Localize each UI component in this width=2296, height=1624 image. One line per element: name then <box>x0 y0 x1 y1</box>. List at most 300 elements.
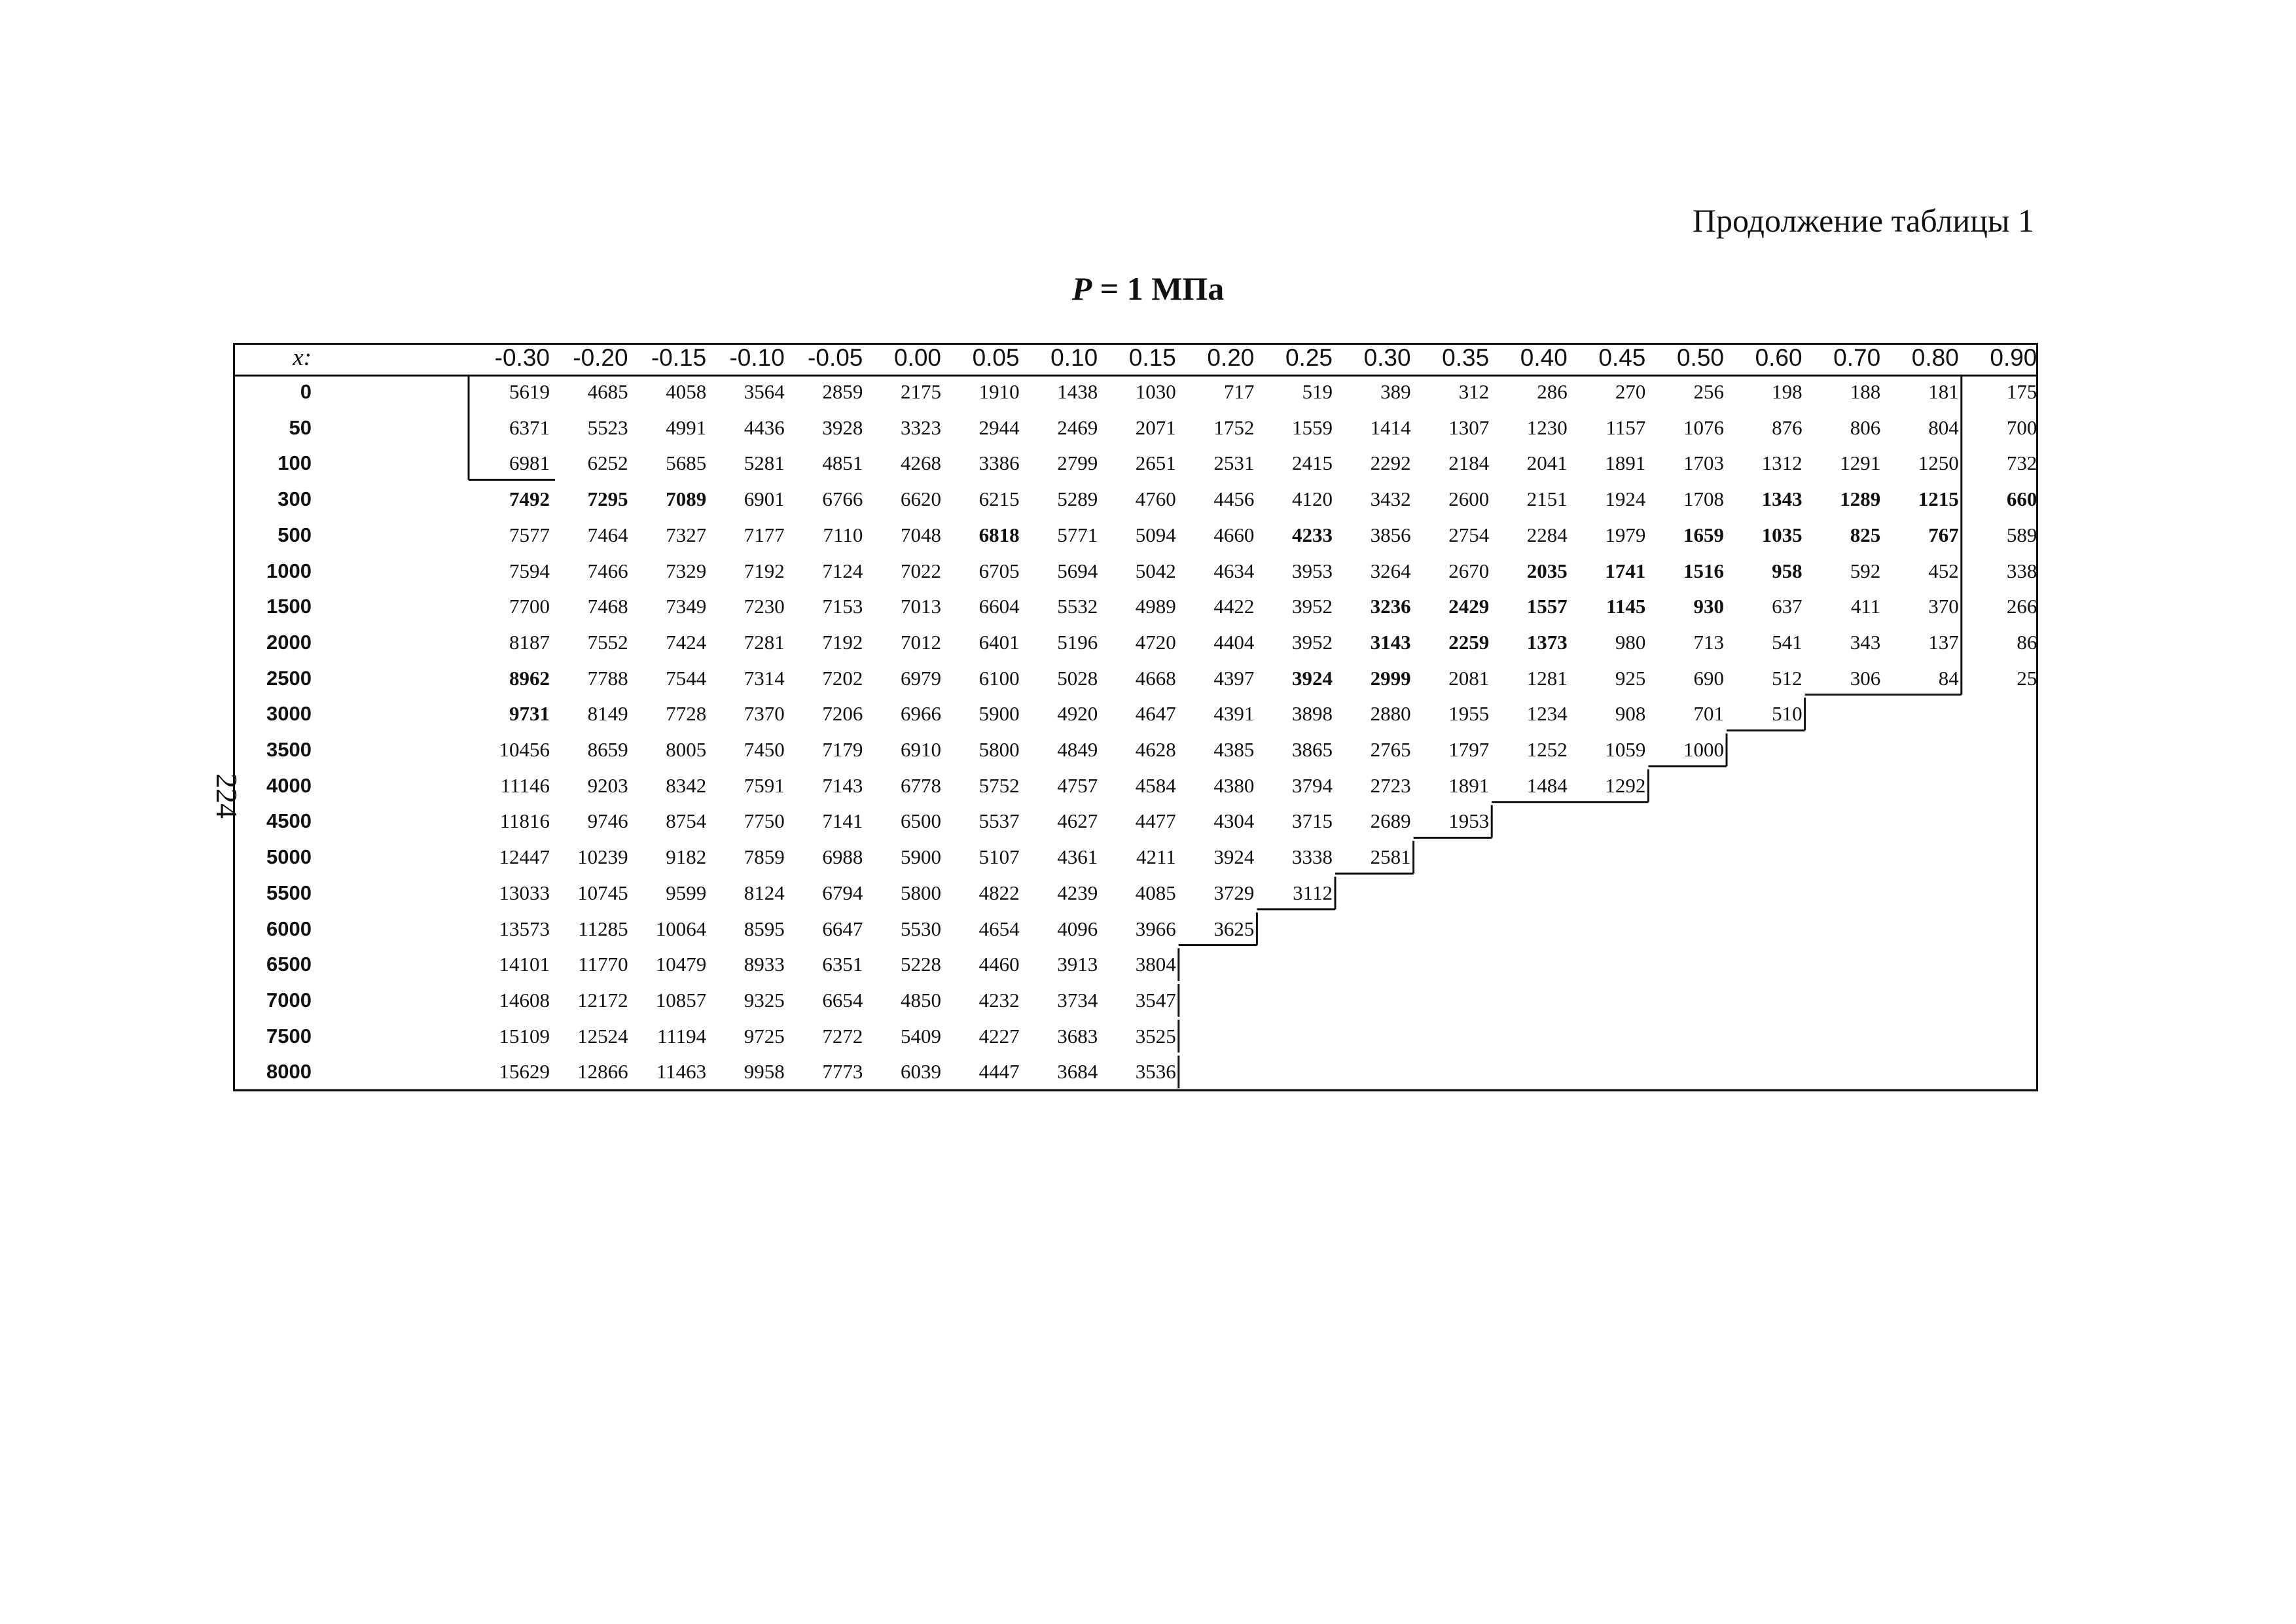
table-cell: 10857 <box>655 988 707 1012</box>
table-cell: 713 <box>1693 630 1724 654</box>
table-cell: 11194 <box>656 1024 707 1048</box>
table-cell: 9731 <box>509 702 550 726</box>
table-cell: 700 <box>2006 415 2037 439</box>
table-cell: 5694 <box>1057 559 1098 582</box>
table-cell: 5094 <box>1135 523 1176 546</box>
column-header: 0.20 <box>1207 344 1255 371</box>
table-cell: 4239 <box>1057 881 1098 904</box>
table-cell: 958 <box>1772 559 1803 582</box>
table-cell: 3547 <box>1135 988 1176 1012</box>
table-cell: 370 <box>1928 595 1959 618</box>
table-cell: 2292 <box>1370 451 1411 475</box>
table-cell: 1312 <box>1761 451 1803 475</box>
table-cell: 6818 <box>978 523 1020 546</box>
table-cell: 8933 <box>744 953 785 976</box>
table-cell: 1797 <box>1448 738 1490 761</box>
table-cell: 7192 <box>744 559 785 582</box>
table-cell: 7295 <box>587 487 628 511</box>
table-cell: 4660 <box>1213 523 1255 546</box>
table-cell: 2259 <box>1448 630 1490 654</box>
table-cell: 6654 <box>822 988 863 1012</box>
table-cell: 5289 <box>1057 487 1098 511</box>
row-label: 4000 <box>266 773 312 797</box>
table-cell: 4477 <box>1135 809 1176 833</box>
column-header: -0.05 <box>808 344 863 371</box>
table-cell: 876 <box>1772 415 1803 439</box>
table-cell: 6966 <box>901 702 941 726</box>
table-cell: 1373 <box>1526 630 1568 654</box>
table-cell: 3236 <box>1370 595 1411 618</box>
table-cell: 2071 <box>1135 415 1176 439</box>
table-cell: 198 <box>1772 380 1803 403</box>
continuation-label: Продолжение таблицы 1 <box>1692 202 2034 239</box>
table-cell: 10239 <box>577 845 628 869</box>
table-cell: 7206 <box>822 702 863 726</box>
table-cell: 5771 <box>1057 523 1098 546</box>
pressure-value: = 1 МПа <box>1092 270 1225 307</box>
table-cell: 12866 <box>577 1060 628 1084</box>
table-cell: 8342 <box>666 773 707 797</box>
table-cell: 4991 <box>666 415 707 439</box>
table-cell: 2081 <box>1448 666 1490 690</box>
table-cell: 181 <box>1928 380 1959 403</box>
row-label: 0 <box>300 380 312 403</box>
table-cell: 2670 <box>1448 559 1490 582</box>
table-cell: 3928 <box>822 415 863 439</box>
table-cell: 8595 <box>744 917 785 940</box>
table-cell: 3952 <box>1292 630 1333 654</box>
table-cell: 1659 <box>1683 523 1724 546</box>
table-cell: 3432 <box>1370 487 1411 511</box>
table-cell: 925 <box>1615 666 1646 690</box>
table-cell: 3856 <box>1370 523 1411 546</box>
table-cell: 7089 <box>666 487 707 511</box>
table-cell: 7577 <box>509 523 550 546</box>
table-cell: 6604 <box>978 595 1020 618</box>
table-cell: 4361 <box>1057 845 1098 869</box>
table-cell: 3683 <box>1057 1024 1098 1048</box>
table-cell: 4391 <box>1213 702 1255 726</box>
table-cell: 7728 <box>666 702 707 726</box>
table-cell: 1000 <box>1683 738 1724 761</box>
table-cell: 804 <box>1928 415 1959 439</box>
table-cell: 1741 <box>1605 559 1646 582</box>
column-header: 0.80 <box>1911 344 1959 371</box>
table-cell: 510 <box>1772 702 1803 726</box>
table-cell: 86 <box>2017 630 2037 654</box>
row-label: 1500 <box>266 595 312 618</box>
table-cell: 2035 <box>1526 559 1568 582</box>
table-cell: 1953 <box>1448 809 1490 833</box>
table-cell: 137 <box>1928 630 1959 654</box>
table-cell: 5537 <box>978 809 1020 833</box>
table-cell: 3913 <box>1057 953 1098 976</box>
table-cell: 4085 <box>1135 881 1176 904</box>
page-number: 224 <box>210 773 243 819</box>
table-cell: 8005 <box>666 738 707 761</box>
table-cell: 7230 <box>744 595 785 618</box>
table-cell: 2689 <box>1370 809 1411 833</box>
table-cell: 1557 <box>1526 595 1568 618</box>
table-cell: 2880 <box>1370 702 1411 726</box>
table-cell: 6039 <box>901 1060 941 1084</box>
table-cell: 1891 <box>1605 451 1646 475</box>
table-cell: 6981 <box>509 451 550 475</box>
table-cell: 7468 <box>587 595 628 618</box>
table-cell: 4720 <box>1135 630 1176 654</box>
column-header: 0.00 <box>893 344 941 371</box>
table-cell: 4920 <box>1057 702 1098 726</box>
table-cell: 1979 <box>1605 523 1646 546</box>
row-label: 50 <box>289 415 312 439</box>
table-cell: 4227 <box>978 1024 1020 1048</box>
row-label: 8000 <box>266 1060 312 1084</box>
table-cell: 7110 <box>823 523 863 546</box>
table-cell: 11285 <box>578 917 628 940</box>
table-cell: 7450 <box>744 738 785 761</box>
table-cell: 3804 <box>1135 953 1176 976</box>
table-cell: 7788 <box>587 666 628 690</box>
table-cell: 7013 <box>901 595 941 618</box>
table-cell: 7773 <box>822 1060 863 1084</box>
table-cell: 8124 <box>744 881 785 904</box>
row-label: 6000 <box>266 917 312 940</box>
column-header: 0.15 <box>1128 344 1176 371</box>
table-cell: 389 <box>1380 380 1411 403</box>
table-cell: 7329 <box>666 559 707 582</box>
table-cell: 4989 <box>1135 595 1176 618</box>
table-cell: 11770 <box>578 953 628 976</box>
table-cell: 1292 <box>1605 773 1646 797</box>
table-cell: 3729 <box>1213 881 1255 904</box>
table-cell: 5800 <box>901 881 941 904</box>
table-cell: 1559 <box>1292 415 1333 439</box>
table-cell: 732 <box>2006 451 2037 475</box>
table-cell: 6778 <box>901 773 941 797</box>
table-cell: 2651 <box>1135 451 1176 475</box>
table-cell: 4849 <box>1057 738 1098 761</box>
table-cell: 3386 <box>978 451 1020 475</box>
table-cell: 12447 <box>499 845 550 869</box>
row-label: 500 <box>278 523 312 546</box>
table-cell: 6910 <box>901 738 941 761</box>
table-cell: 4822 <box>978 881 1020 904</box>
table-cell: 6794 <box>822 881 863 904</box>
table-cell: 3525 <box>1135 1024 1176 1048</box>
table-cell: 4460 <box>978 953 1020 976</box>
column-header: 0.25 <box>1285 344 1333 371</box>
table-cell: 9746 <box>587 809 628 833</box>
table-cell: 4447 <box>978 1060 1020 1084</box>
table-cell: 411 <box>1850 595 1881 618</box>
table-cell: 5281 <box>744 451 785 475</box>
column-header: 0.35 <box>1442 344 1490 371</box>
table-cell: 10456 <box>499 738 550 761</box>
table-cell: 2799 <box>1057 451 1098 475</box>
pressure-variable: P <box>1071 270 1092 307</box>
table-cell: 5800 <box>978 738 1020 761</box>
table-cell: 338 <box>2006 559 2037 582</box>
table-cell: 15629 <box>499 1060 550 1084</box>
table-cell: 2944 <box>978 415 1020 439</box>
row-label: 2500 <box>266 666 312 690</box>
table-cell: 3338 <box>1292 845 1333 869</box>
table-cell: 5685 <box>666 451 707 475</box>
table-cell: 1708 <box>1683 487 1724 511</box>
table-cell: 5228 <box>901 953 941 976</box>
table-cell: 3684 <box>1057 1060 1098 1084</box>
row-label: 2000 <box>266 630 312 654</box>
column-header: -0.10 <box>729 344 785 371</box>
table-cell: 1230 <box>1526 415 1568 439</box>
table-cell: 1252 <box>1526 738 1568 761</box>
table-cell: 7591 <box>744 773 785 797</box>
table-cell: 9599 <box>666 881 707 904</box>
table-cell: 1516 <box>1683 559 1724 582</box>
table-cell: 3794 <box>1292 773 1333 797</box>
column-header: 0.05 <box>972 344 1020 371</box>
table-cell: 3966 <box>1135 917 1176 940</box>
table-cell: 3143 <box>1370 630 1411 654</box>
table-cell: 3924 <box>1213 845 1255 869</box>
table-cell: 25 <box>2017 666 2037 690</box>
table-cell: 4404 <box>1213 630 1255 654</box>
table-cell: 2469 <box>1057 415 1098 439</box>
table-cell: 5523 <box>587 415 628 439</box>
table-cell: 7464 <box>587 523 628 546</box>
table-cell: 4627 <box>1057 809 1098 833</box>
column-header: 0.70 <box>1833 344 1881 371</box>
table-cell: 1250 <box>1918 451 1959 475</box>
table-cell: 5619 <box>509 380 550 403</box>
table-cell: 7124 <box>822 559 863 582</box>
table-cell: 4647 <box>1135 702 1176 726</box>
table-cell: 1215 <box>1918 487 1959 511</box>
table-cell: 7143 <box>822 773 863 797</box>
table-cell: 2175 <box>901 380 941 403</box>
row-label: 300 <box>278 487 312 511</box>
table-cell: 1234 <box>1526 702 1568 726</box>
table-cell: 1955 <box>1448 702 1490 726</box>
table-cell: 930 <box>1693 595 1724 618</box>
table-cell: 13033 <box>499 881 550 904</box>
table-cell: 8149 <box>587 702 628 726</box>
table-cell: 12524 <box>577 1024 628 1048</box>
table-cell: 3953 <box>1292 559 1333 582</box>
table-cell: 2284 <box>1526 523 1568 546</box>
table-cell: 5532 <box>1057 595 1098 618</box>
table-cell: 6215 <box>978 487 1020 511</box>
table-cell: 1891 <box>1448 773 1490 797</box>
table-cell: 175 <box>2006 380 2037 403</box>
table-cell: 11146 <box>500 773 550 797</box>
table-cell: 3924 <box>1292 666 1333 690</box>
table-cell: 512 <box>1772 666 1803 690</box>
table-cell: 7022 <box>901 559 941 582</box>
table-cell: 9182 <box>666 845 707 869</box>
table-cell: 2581 <box>1370 845 1411 869</box>
table-cell: 11816 <box>499 809 550 833</box>
row-label: 100 <box>278 451 312 475</box>
column-header: -0.30 <box>494 344 550 371</box>
table-cell: 4380 <box>1213 773 1255 797</box>
table-cell: 14101 <box>499 953 550 976</box>
table-cell: 7700 <box>509 595 550 618</box>
table-cell: 7281 <box>744 630 785 654</box>
table-cell: 5900 <box>901 845 941 869</box>
table-cell: 4760 <box>1135 487 1176 511</box>
table-cell: 3715 <box>1292 809 1333 833</box>
table-cell: 806 <box>1850 415 1881 439</box>
row-label: 4500 <box>266 809 312 833</box>
table-cell: 2754 <box>1448 523 1490 546</box>
table-cell: 10479 <box>655 953 707 976</box>
column-header: 0.90 <box>1990 344 2037 371</box>
table-cell: 2429 <box>1448 595 1490 618</box>
table-cell: 8754 <box>666 809 707 833</box>
table-cell: 4268 <box>901 451 941 475</box>
table-cell: 3898 <box>1292 702 1333 726</box>
table-cell: 8187 <box>509 630 550 654</box>
table-cell: 4233 <box>1292 523 1333 546</box>
table-cell: 7141 <box>822 809 863 833</box>
column-header: 0.10 <box>1050 344 1098 371</box>
table-cell: 4211 <box>1136 845 1176 869</box>
table-cell: 7048 <box>901 523 941 546</box>
table-cell: 2531 <box>1213 451 1255 475</box>
table-cell: 5196 <box>1057 630 1098 654</box>
table-cell: 7327 <box>666 523 707 546</box>
table-cell: 592 <box>1850 559 1881 582</box>
table-cell: 4385 <box>1213 738 1255 761</box>
table-cell: 5107 <box>978 845 1020 869</box>
table-cell: 7594 <box>509 559 550 582</box>
table-cell: 9325 <box>744 988 785 1012</box>
table-cell: 4096 <box>1057 917 1098 940</box>
table-cell: 6371 <box>509 415 550 439</box>
table-cell: 1289 <box>1840 487 1881 511</box>
table-cell: 1291 <box>1840 451 1881 475</box>
table-cell: 306 <box>1850 666 1881 690</box>
table-cell: 4058 <box>666 380 707 403</box>
table-cell: 9725 <box>744 1024 785 1048</box>
table-cell: 13573 <box>499 917 550 940</box>
table-cell: 1030 <box>1135 380 1176 403</box>
column-header: 0.30 <box>1363 344 1411 371</box>
table-cell: 7272 <box>822 1024 863 1048</box>
table-cell: 4232 <box>978 988 1020 1012</box>
table-cell: 1414 <box>1370 415 1411 439</box>
table-cell: 256 <box>1693 380 1724 403</box>
table-cell: 270 <box>1615 380 1646 403</box>
table-cell: 4850 <box>901 988 941 1012</box>
table-cell: 1924 <box>1605 487 1646 511</box>
table-cell: 6401 <box>978 630 1020 654</box>
table-cell: 7750 <box>744 809 785 833</box>
table-cell: 188 <box>1850 380 1881 403</box>
table-cell: 6988 <box>822 845 863 869</box>
table-cell: 4851 <box>822 451 863 475</box>
table-cell: 2151 <box>1526 487 1568 511</box>
table-cell: 1281 <box>1526 666 1568 690</box>
table-cell: 4668 <box>1135 666 1176 690</box>
table-cell: 4634 <box>1213 559 1255 582</box>
table-cell: 3564 <box>744 380 785 403</box>
table-cell: 2041 <box>1526 451 1568 475</box>
table-cell: 312 <box>1458 380 1490 403</box>
table-cell: 7314 <box>744 666 785 690</box>
table-cell: 4120 <box>1292 487 1333 511</box>
table-cell: 980 <box>1615 630 1646 654</box>
table-cell: 1343 <box>1761 487 1803 511</box>
table-cell: 3323 <box>901 415 941 439</box>
table-cell: 7202 <box>822 666 863 690</box>
table-cell: 4654 <box>978 917 1020 940</box>
table-cell: 1752 <box>1213 415 1255 439</box>
table-cell: 84 <box>1938 666 1959 690</box>
table-cell: 7370 <box>744 702 785 726</box>
table-cell: 15109 <box>499 1024 550 1048</box>
table-cell: 6979 <box>901 666 941 690</box>
table-cell: 9958 <box>744 1060 785 1084</box>
table-cell: 5028 <box>1057 666 1098 690</box>
table-cell: 637 <box>1772 595 1803 618</box>
table-cell: 908 <box>1615 702 1646 726</box>
table-cell: 452 <box>1928 559 1959 582</box>
table-cell: 6620 <box>901 487 941 511</box>
table-cell: 10064 <box>655 917 707 940</box>
column-header: 0.40 <box>1520 344 1568 371</box>
table-cell: 1484 <box>1526 773 1568 797</box>
table-cell: 286 <box>1537 380 1568 403</box>
row-label: 5500 <box>266 881 312 904</box>
table-cell: 7424 <box>666 630 707 654</box>
row-label: 7000 <box>266 988 312 1012</box>
table-cell: 1076 <box>1683 415 1724 439</box>
table-cell: 4685 <box>587 380 628 403</box>
table-cell: 3952 <box>1292 595 1333 618</box>
table-cell: 7544 <box>666 666 707 690</box>
table-cell: 690 <box>1693 666 1724 690</box>
table-cell: 4757 <box>1057 773 1098 797</box>
table-cell: 7859 <box>744 845 785 869</box>
table-cell: 4397 <box>1213 666 1255 690</box>
table-cell: 7492 <box>509 487 550 511</box>
table-cell: 6100 <box>978 666 1020 690</box>
table-cell: 2723 <box>1370 773 1411 797</box>
table-cell: 6647 <box>822 917 863 940</box>
table-cell: 2184 <box>1448 451 1490 475</box>
table-cell: 9203 <box>587 773 628 797</box>
table-cell: 541 <box>1772 630 1803 654</box>
table-cell: 5900 <box>978 702 1020 726</box>
table-cell: 7153 <box>822 595 863 618</box>
table-cell: 6705 <box>978 559 1020 582</box>
table-cell: 3264 <box>1370 559 1411 582</box>
table-cell: 14608 <box>499 988 550 1012</box>
table-cell: 5530 <box>901 917 941 940</box>
table-cell: 1145 <box>1606 595 1646 618</box>
row-label: 7500 <box>266 1024 312 1048</box>
table-cell: 5042 <box>1135 559 1176 582</box>
table-cell: 3865 <box>1292 738 1333 761</box>
table-cell: 589 <box>2006 523 2037 546</box>
table-cell: 701 <box>1693 702 1724 726</box>
column-header: 0.45 <box>1598 344 1646 371</box>
table-cell: 519 <box>1302 380 1333 403</box>
table-cell: 1157 <box>1605 415 1646 439</box>
column-header: -0.20 <box>573 344 628 371</box>
